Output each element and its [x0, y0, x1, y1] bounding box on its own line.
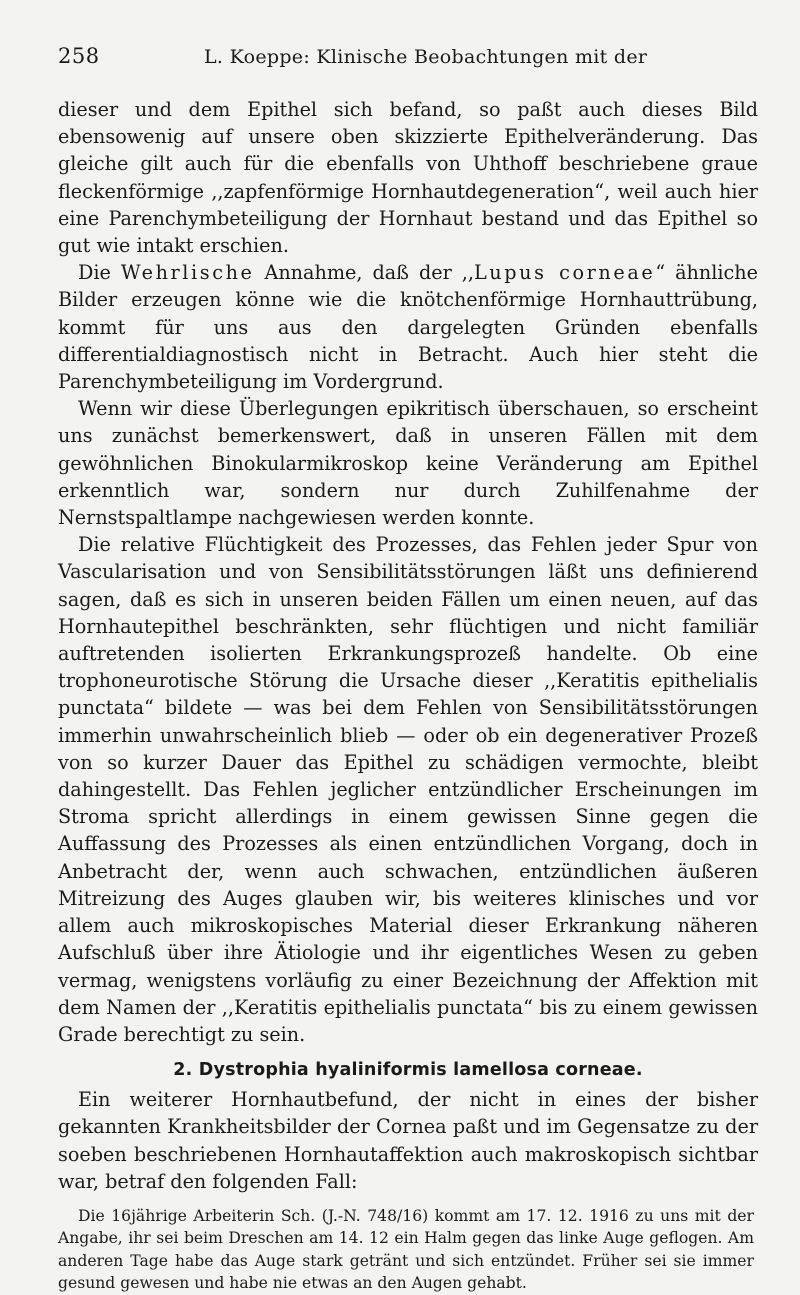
paragraph-1: dieser und dem Epithel sich befand, so paßt auch dieses Bild ebensowenig auf unsere oben skizzierte Epithelveränderung. Das gleiche gilt auch für die ebenfalls von Uhthoff beschriebene graue fleckenförmige ,,zapfenförmige Hornhautdegeneration“, weil auch hier eine Parenchymbeteiligung der Hornhaut bestand und das Epithel so gut wie intakt erschien.: [58, 98, 758, 258]
paragraph-5: Ein weiterer Hornhautbefund, der nicht in eines der bisher gekannten Krankheitsbilder der Cornea paßt und im Gegensatze zu der soeben beschriebenen Hornhautaffektion auch makroskopisch sichtbar war, betraf den folgenden Fall:: [58, 1088, 758, 1193]
paragraph-2-part-a: Die: [78, 261, 121, 285]
case-note: Die 16jährige Arbeiterin Sch. (J.-N. 748/16) kommt am 17. 12. 1916 zu uns mit der Angabe, ihr sei beim Dreschen am 14. 12 ein Halm gegen das linke Auge geflogen. Am anderen Tage habe das Auge stark getränt und sich entzündet. Früher sei sie immer gesund gewesen und habe nie etwas an den Augen gehabt.: [58, 1206, 754, 1293]
page-number: 258: [58, 44, 100, 68]
running-head: L. Koeppe: Klinische Beobachtungen mit der: [204, 46, 648, 68]
paragraph-2-part-b: Annahme, daß der ,,: [254, 261, 474, 285]
author-name-wehrli: Wehrlische: [120, 261, 255, 285]
paragraph-4: Die relative Flüchtigkeit des Prozesses, das Fehlen jeder Spur von Vascularisation und von Sensibilitätsstörungen läßt uns definierend sagen, daß es sich in unseren beiden Fällen um einen neuen, auf das Hornhautepithel beschränkten, sehr flüchtigen und nicht familiär auftretenden isolierten Erkrankungsprozeß handelte. Ob eine trophoneurotische Störung die Ursache dieser ,,Keratitis epithelialis punctata“ bildete — was bei dem Fehlen von Sensibilitätsstörungen immerhin unwahrscheinlich blieb — oder ob ein degenerativer Prozeß von so kurzer Dauer das Epithel zu schädigen vermochte, bleibt dahingestellt. Das Fehlen jeglicher entzündlicher Erscheinungen im Stroma spricht allerdings in einem gewissen Sinne gegen die Auffassung des Prozesses als einen entzündlichen Vorgang, doch in Anbetracht der, wenn auch schwachen, entzündlichen äußeren Mitreizung des Auges glauben wir, bis weiteres klinisches und vor allem auch mikroskopisches Material dieser Erkrankung näheren Aufschluß über ihre Ätiologie und ihr eigentliches Wesen zu geben vermag, wenigstens vorläufig zu einer Bezeichnung der Affektion mit dem Namen der ,,Keratitis epithelialis punctata“ bis zu einem gewissen Grade berechtigt zu sein.: [58, 533, 758, 1046]
term-lupus-corneae: Lupus corneae: [473, 261, 656, 285]
body-text: [58, 96, 758, 1048]
paragraph-2: [58, 259, 758, 395]
body-text-2: [58, 1086, 758, 1195]
section-heading: 2. Dystrophia hyaliniformis lamellosa corneae.: [173, 1060, 643, 1081]
page-header: [58, 44, 754, 92]
paragraph-2-part-c: “ ähnliche Bilder erzeugen könne wie die knötchenförmige Hornhauttrübung, kommt für uns aus den dargelegten Gründen ebenfalls differentialdiagnostisch nicht in Betracht. Auch hier steht die Parenchymbeteiligung im Vordergrund.: [58, 261, 758, 394]
paragraph-3: Wenn wir diese Überlegungen epikritisch überschauen, so erscheint uns zunächst bemerkenswert, daß in unseren Fällen mit dem gewöhnlichen Binokularmikroskop keine Veränderung am Epithel erkenntlich war, sondern nur durch Zuhilfenahme der Nernstspaltlampe nachgewiesen werden konnte.: [58, 397, 758, 530]
